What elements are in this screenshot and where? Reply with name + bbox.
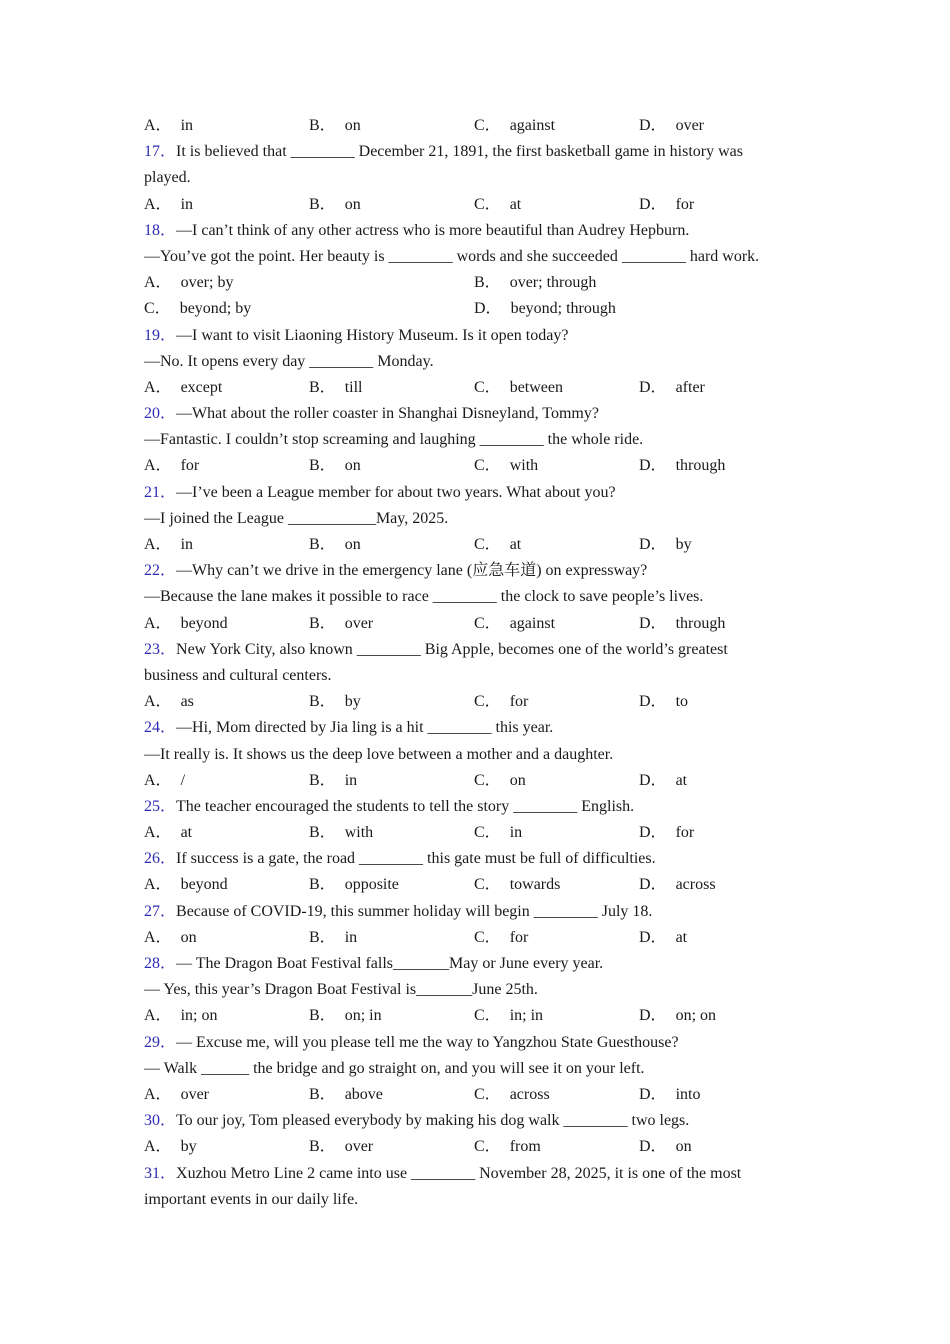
option-label: A． xyxy=(144,771,172,789)
answer-options xyxy=(144,192,804,218)
option-label: C． xyxy=(474,771,501,789)
answer-option xyxy=(309,532,474,558)
option-text: beyond xyxy=(180,614,228,632)
answer-option xyxy=(474,270,804,296)
option-label: B． xyxy=(309,457,336,475)
option-label: B． xyxy=(309,536,336,553)
question-stem xyxy=(144,951,804,977)
option-label: B． xyxy=(309,117,336,134)
option-text: in; in xyxy=(509,1007,544,1025)
option-text: except xyxy=(180,378,223,396)
answer-option xyxy=(474,689,639,715)
question-text: To our joy, Tom pleased everybody by making his dog walk ________ two legs. xyxy=(176,1112,690,1130)
answer-options xyxy=(144,375,804,401)
question-text: — The Dragon Boat Festival falls_______May or June every year. xyxy=(176,955,604,972)
option-text: through xyxy=(675,614,726,632)
answer-option xyxy=(309,820,474,846)
option-label: A． xyxy=(144,693,172,711)
option-text: for xyxy=(675,824,695,842)
question-stem xyxy=(144,715,804,741)
question-number: 20． xyxy=(144,405,177,423)
answer-options xyxy=(144,689,804,715)
answer-option xyxy=(639,532,804,558)
option-label: A． xyxy=(144,117,172,134)
question-stem xyxy=(144,794,804,820)
option-text: in xyxy=(180,536,194,553)
option-text: beyond xyxy=(180,876,228,894)
option-text: on xyxy=(675,1138,692,1156)
answer-option xyxy=(144,768,309,794)
option-label: A． xyxy=(144,195,172,213)
exam-page xyxy=(144,113,804,1213)
answer-options xyxy=(144,768,804,794)
option-text: by xyxy=(675,536,692,553)
answer-option xyxy=(474,1134,639,1160)
answer-options xyxy=(144,820,804,846)
option-label: D． xyxy=(639,536,667,553)
option-text: over; through xyxy=(509,274,597,292)
option-label: A． xyxy=(144,1138,172,1156)
question-number: 27． xyxy=(144,902,177,920)
answer-option xyxy=(309,1003,474,1029)
question-text: —I’ve been a League member for about two years. What about you? xyxy=(176,483,616,501)
answer-option xyxy=(309,768,474,794)
option-text: at xyxy=(509,195,522,213)
option-text: in xyxy=(180,195,194,213)
option-label: C． xyxy=(474,693,501,711)
option-label: D． xyxy=(639,771,667,789)
answer-option xyxy=(474,532,639,558)
option-text: over xyxy=(344,614,374,632)
option-text: for xyxy=(675,195,695,213)
answer-option xyxy=(144,113,309,139)
option-text: till xyxy=(344,378,363,396)
answer-option xyxy=(309,872,474,898)
option-label: B． xyxy=(309,1007,336,1025)
option-label: C． xyxy=(474,614,501,632)
question-text: — Excuse me, will you please tell me the way to Yangzhou State Guesthouse? xyxy=(176,1033,679,1051)
option-text: over; by xyxy=(180,274,234,292)
option-text: at xyxy=(675,928,688,946)
answer-option xyxy=(639,820,804,846)
question-number: 23． xyxy=(144,640,177,658)
option-text: on xyxy=(509,771,526,789)
question-stem xyxy=(144,637,804,663)
answer-option xyxy=(309,1082,474,1108)
question-text-line: —No. It opens every day ________ Monday. xyxy=(144,352,434,370)
question-number: 25． xyxy=(144,797,177,815)
question-number: 18． xyxy=(144,221,177,239)
answer-option xyxy=(309,375,474,401)
option-text: on; on xyxy=(675,1007,717,1025)
answer-option xyxy=(144,689,309,715)
option-text: on xyxy=(344,117,361,134)
option-text: from xyxy=(509,1138,541,1156)
question-number: 17． xyxy=(144,143,177,161)
answer-option xyxy=(144,820,309,846)
option-label: B． xyxy=(309,824,336,842)
answer-options xyxy=(144,1082,804,1108)
answer-option xyxy=(144,1134,309,1160)
answer-option xyxy=(309,925,474,951)
question-text-line: played. xyxy=(144,169,191,187)
answer-option xyxy=(309,611,474,637)
answer-option xyxy=(474,1003,639,1029)
question-text: Xuzhou Metro Line 2 came into use ________ November 28, 2025, it is one of the most xyxy=(176,1164,742,1182)
option-text: against xyxy=(509,614,556,632)
answer-option xyxy=(474,113,639,139)
option-label: B． xyxy=(309,195,336,213)
option-label: B． xyxy=(309,1138,336,1156)
question-text: —I can’t think of any other actress who is more beautiful than Audrey Hepburn. xyxy=(176,221,690,239)
option-text: across xyxy=(509,1085,550,1103)
option-label: A． xyxy=(144,1085,172,1103)
option-label: C． xyxy=(474,457,501,475)
answer-option xyxy=(144,296,474,322)
question-text-line: —Because the lane makes it possible to race ________ the clock to save people’s lives. xyxy=(144,588,704,606)
answer-option xyxy=(639,872,804,898)
question-text: Because of COVID-19, this summer holiday will begin ________ July 18. xyxy=(176,902,653,920)
answer-options xyxy=(144,113,804,139)
answer-option xyxy=(639,1003,804,1029)
question-text-line: — Yes, this year’s Dragon Boat Festival is_______June 25th. xyxy=(144,981,538,999)
option-text: over xyxy=(180,1085,209,1103)
option-text: through xyxy=(675,457,726,475)
answer-option xyxy=(474,375,639,401)
option-label: D． xyxy=(639,928,667,946)
option-label: D． xyxy=(639,457,667,475)
option-label: B． xyxy=(309,771,336,789)
option-text: at xyxy=(675,771,688,789)
question-text-line: business and cultural centers. xyxy=(144,666,332,684)
option-label: A． xyxy=(144,457,172,475)
option-label: C． xyxy=(474,876,501,894)
question-stem xyxy=(144,218,804,244)
option-label: B． xyxy=(309,614,336,632)
question-text-line: —Fantastic. I couldn’t stop screaming and laughing ________ the whole ride. xyxy=(144,431,644,449)
answer-option xyxy=(144,532,309,558)
option-label: A． xyxy=(144,614,172,632)
answer-option xyxy=(639,375,804,401)
option-label: C． xyxy=(474,824,501,842)
option-label: A． xyxy=(144,536,172,553)
option-label: D． xyxy=(639,195,667,213)
answer-option xyxy=(144,192,309,218)
option-text: to xyxy=(675,693,689,711)
option-text: as xyxy=(180,693,194,711)
option-text: in; on xyxy=(180,1007,218,1025)
option-text: at xyxy=(180,824,193,842)
question-stem xyxy=(144,899,804,925)
option-label: D． xyxy=(639,1085,667,1103)
option-label: D． xyxy=(639,1007,667,1025)
answer-option xyxy=(474,192,639,218)
question-text: The teacher encouraged the students to tell the story ________ English. xyxy=(176,797,635,815)
question-stem xyxy=(144,846,804,872)
answer-options xyxy=(144,1134,804,1160)
answer-option xyxy=(474,925,639,951)
answer-option xyxy=(144,375,309,401)
option-text: in xyxy=(509,824,523,842)
answer-option xyxy=(144,270,474,296)
option-label: D． xyxy=(639,693,667,711)
option-label: C． xyxy=(474,117,501,134)
answer-options xyxy=(144,1003,804,1029)
question-number: 22． xyxy=(144,562,177,580)
option-label: A． xyxy=(144,1007,172,1025)
option-text: across xyxy=(675,876,716,894)
answer-option xyxy=(474,872,639,898)
answer-option xyxy=(474,1082,639,1108)
answer-option xyxy=(144,925,309,951)
answer-option xyxy=(639,1082,804,1108)
option-label: C． xyxy=(474,1085,501,1103)
answer-options xyxy=(144,296,804,322)
option-text: over xyxy=(344,1138,374,1156)
question-number: 29． xyxy=(144,1033,177,1051)
question-text-line: —It really is. It shows us the deep love between a mother and a daughter. xyxy=(144,745,614,763)
option-label: A． xyxy=(144,274,172,292)
answer-option xyxy=(309,453,474,479)
option-label: C． xyxy=(474,1007,501,1025)
option-label: B． xyxy=(474,274,501,292)
option-text: beyond; by xyxy=(179,300,252,318)
question-stem xyxy=(144,558,804,584)
option-label: D． xyxy=(639,117,667,134)
question-number: 21． xyxy=(144,483,177,501)
answer-option xyxy=(144,872,309,898)
option-text: on xyxy=(344,536,361,553)
answer-option xyxy=(639,611,804,637)
question-text-line: —You’ve got the point. Her beauty is ________ words and she succeeded ________ hard work. xyxy=(144,247,760,265)
answer-option xyxy=(639,689,804,715)
option-text: in xyxy=(180,117,194,134)
option-label: B． xyxy=(309,378,336,396)
option-text: towards xyxy=(509,876,561,894)
option-label: C． xyxy=(474,378,501,396)
question-stem xyxy=(144,1161,804,1187)
option-label: D． xyxy=(639,1138,667,1156)
option-label: C． xyxy=(144,300,171,318)
answer-options xyxy=(144,611,804,637)
option-label: D． xyxy=(639,824,667,842)
option-text: against xyxy=(509,117,556,134)
option-text: on; in xyxy=(344,1007,382,1025)
option-label: C． xyxy=(474,195,501,213)
answer-option xyxy=(309,1134,474,1160)
answer-option xyxy=(144,611,309,637)
option-text: by xyxy=(180,1138,197,1156)
answer-options xyxy=(144,925,804,951)
answer-option xyxy=(639,1134,804,1160)
option-label: B． xyxy=(309,1085,336,1103)
option-text: for xyxy=(509,928,529,946)
option-text: for xyxy=(180,457,200,475)
option-label: C． xyxy=(474,536,501,553)
option-label: D． xyxy=(474,300,502,318)
question-text-line: —I joined the League ___________May, 2025. xyxy=(144,509,449,527)
answer-option xyxy=(309,192,474,218)
option-label: C． xyxy=(474,1138,501,1156)
question-stem xyxy=(144,139,804,165)
option-label: A． xyxy=(144,928,172,946)
question-text-line: — Walk ______ the bridge and go straight on, and you will see it on your left. xyxy=(144,1059,645,1077)
question-text: It is believed that ________ December 21, 1891, the first basketball game in history was xyxy=(176,143,743,161)
question-stem xyxy=(144,1108,804,1134)
answer-option xyxy=(144,1003,309,1029)
question-number: 30． xyxy=(144,1112,177,1130)
question-text: —Why can’t we drive in the emergency lane (应急车道) on expressway? xyxy=(176,562,648,580)
option-label: D． xyxy=(639,876,667,894)
answer-option xyxy=(474,768,639,794)
option-label: C． xyxy=(474,928,501,946)
option-label: A． xyxy=(144,824,172,842)
option-text: over xyxy=(675,117,704,134)
option-text: in xyxy=(344,928,358,946)
option-text: with xyxy=(344,824,374,842)
option-label: D． xyxy=(639,614,667,632)
question-number: 26． xyxy=(144,850,177,868)
question-stem xyxy=(144,1030,804,1056)
answer-options xyxy=(144,270,804,296)
option-text: into xyxy=(675,1085,701,1103)
question-stem xyxy=(144,480,804,506)
answer-option xyxy=(144,453,309,479)
option-text: / xyxy=(180,771,186,789)
question-number: 28． xyxy=(144,955,177,972)
answer-option xyxy=(639,453,804,479)
answer-option xyxy=(639,113,804,139)
option-text: on xyxy=(344,457,361,475)
answer-option xyxy=(474,453,639,479)
question-stem xyxy=(144,323,804,349)
option-text: on xyxy=(344,195,361,213)
option-text: for xyxy=(509,693,529,711)
answer-options xyxy=(144,532,804,558)
answer-option xyxy=(474,820,639,846)
question-text-line: important events in our daily life. xyxy=(144,1190,359,1208)
option-label: B． xyxy=(309,693,336,711)
question-number: 24． xyxy=(144,719,177,737)
answer-option xyxy=(474,611,639,637)
question-number: 31． xyxy=(144,1164,177,1182)
answer-option xyxy=(144,1082,309,1108)
option-text: on xyxy=(180,928,197,946)
option-label: B． xyxy=(309,928,336,946)
answer-option xyxy=(474,296,804,322)
answer-option xyxy=(639,768,804,794)
option-label: D． xyxy=(639,378,667,396)
answer-option xyxy=(639,192,804,218)
answer-option xyxy=(309,113,474,139)
option-text: between xyxy=(509,378,563,396)
option-label: A． xyxy=(144,378,172,396)
option-text: with xyxy=(509,457,539,475)
option-text: opposite xyxy=(344,876,399,894)
option-text: by xyxy=(344,693,361,711)
option-text: above xyxy=(344,1085,383,1103)
option-label: B． xyxy=(309,876,336,894)
answer-option xyxy=(639,925,804,951)
question-text: —I want to visit Liaoning History Museum. Is it open today? xyxy=(176,326,569,344)
question-number: 19． xyxy=(144,326,177,344)
answer-options xyxy=(144,453,804,479)
option-text: after xyxy=(675,378,705,396)
option-text: in xyxy=(344,771,358,789)
question-text: New York City, also known ________ Big Apple, becomes one of the world’s greatest xyxy=(176,640,728,658)
option-text: beyond; through xyxy=(510,300,616,318)
question-text: —Hi, Mom directed by Jia ling is a hit ________ this year. xyxy=(176,719,554,737)
question-text: If success is a gate, the road ________ this gate must be full of difficulties. xyxy=(176,850,656,868)
question-text: —What about the roller coaster in Shanghai Disneyland, Tommy? xyxy=(176,405,599,423)
option-label: A． xyxy=(144,876,172,894)
answer-option xyxy=(309,689,474,715)
option-text: at xyxy=(509,536,522,553)
question-stem xyxy=(144,401,804,427)
answer-options xyxy=(144,872,804,898)
